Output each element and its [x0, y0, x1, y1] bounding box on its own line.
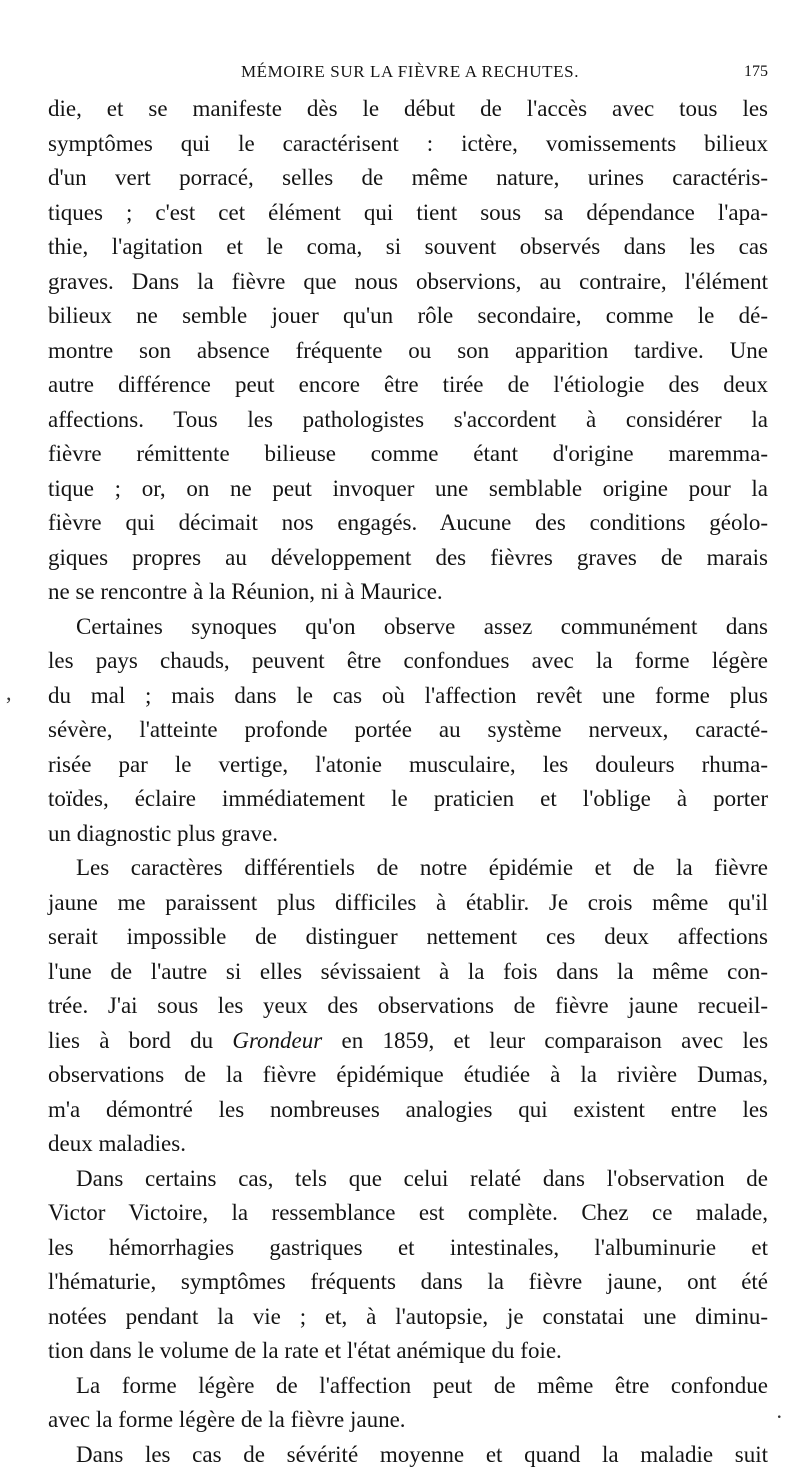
text-line: fièvre rémittente bilieuse comme étant d'origine maremma- — [48, 437, 768, 472]
text-line: fièvre qui décimait nos engagés. Aucune des conditions géolo- — [48, 506, 768, 541]
margin-mark-right: . — [777, 1398, 783, 1424]
running-head — [50, 62, 770, 86]
ship-name: Grondeur — [232, 1028, 322, 1053]
text-line: bilieux ne semble jouer qu'un rôle secondaire, comme le dé- — [48, 299, 768, 334]
text-line: les hémorrhagies gastriques et intestinales, l'albuminurie et — [48, 1231, 768, 1266]
text-line: tiques ; c'est cet élément qui tient sous sa dépendance l'apa- — [48, 196, 768, 231]
text-line: jaune me paraissent plus difficiles à établir. Je crois même qu'il — [48, 886, 768, 921]
margin-mark-left: , — [6, 680, 12, 706]
text-line: tique ; or, on ne peut invoquer une semblable origine pour la — [48, 472, 768, 507]
body-text — [48, 92, 768, 1472]
text-line: giques propres au développement des fièvres graves de marais — [48, 541, 768, 576]
text-line: toïdes, éclaire immédiatement le praticien et l'oblige à porter — [48, 782, 768, 817]
text-line: avec la forme légère de la fièvre jaune. — [48, 1403, 768, 1438]
text-line: Certaines synoques qu'on observe assez communément dans — [48, 610, 768, 645]
text-line: risée par le vertige, l'atonie musculaire, les douleurs rhuma- — [48, 748, 768, 783]
text-line: tion dans le volume de la rate et l'état anémique du foie. — [48, 1334, 768, 1369]
text-line: notées pendant la vie ; et, à l'autopsie, je constatai une diminu- — [48, 1300, 768, 1335]
text-line: d'un vert porracé, selles de même nature, urines caractéris- — [48, 161, 768, 196]
text-segment: en 1859, et leur comparaison avec les — [341, 1028, 768, 1053]
text-line: observations de la fièvre épidémique étudiée à la rivière Dumas, — [48, 1058, 768, 1093]
text-line: trée. J'ai sous les yeux des observations de fièvre jaune recueil- — [48, 989, 768, 1024]
page-number: 175 — [744, 63, 768, 81]
text-line: montre son absence fréquente ou son apparition tardive. Une — [48, 334, 768, 369]
text-line: sévère, l'atteinte profonde portée au système nerveux, caracté- — [48, 713, 768, 748]
text-line: Dans les cas de sévérité moyenne et quand la maladie suit — [48, 1438, 768, 1472]
text-line: affections. Tous les pathologistes s'accordent à considérer la — [48, 403, 768, 438]
text-line: symptômes qui le caractérisent : ictère, vomissements bilieux — [48, 127, 768, 162]
text-line: l'une de l'autre si elles sévissaient à la fois dans la même con- — [48, 955, 768, 990]
text-line-with-ship-name — [48, 1024, 768, 1059]
text-line: La forme légère de l'affection peut de même être confondue — [48, 1369, 768, 1404]
text-line: Les caractères différentiels de notre épidémie et de la fièvre — [48, 851, 768, 886]
text-line: ne se rencontre à la Réunion, ni à Maurice. — [48, 575, 768, 610]
text-line: thie, l'agitation et le coma, si souvent observés dans les cas — [48, 230, 768, 265]
text-segment: lies à bord du — [48, 1028, 213, 1053]
text-line: Victor Victoire, la ressemblance est complète. Chez ce malade, — [48, 1196, 768, 1231]
running-title: MÉMOIRE SUR LA FIÈVRE A RECHUTES. — [50, 62, 770, 82]
text-line: Dans certains cas, tels que celui relaté dans l'observation de — [48, 1162, 768, 1197]
text-line: die, et se manifeste dès le début de l'accès avec tous les — [48, 92, 768, 127]
text-line: graves. Dans la fièvre que nous observions, au contraire, l'élément — [48, 265, 768, 300]
text-line: un diagnostic plus grave. — [48, 817, 768, 852]
text-line: m'a démontré les nombreuses analogies qui existent entre les — [48, 1093, 768, 1128]
text-line: serait impossible de distinguer nettement ces deux affections — [48, 920, 768, 955]
text-line: les pays chauds, peuvent être confondues avec la forme légère — [48, 644, 768, 679]
text-line: autre différence peut encore être tirée de l'étiologie des deux — [48, 368, 768, 403]
text-line: l'hématurie, symptômes fréquents dans la fièvre jaune, ont été — [48, 1265, 768, 1300]
text-line: deux maladies. — [48, 1127, 768, 1162]
text-line: du mal ; mais dans le cas où l'affection revêt une forme plus — [48, 679, 768, 714]
